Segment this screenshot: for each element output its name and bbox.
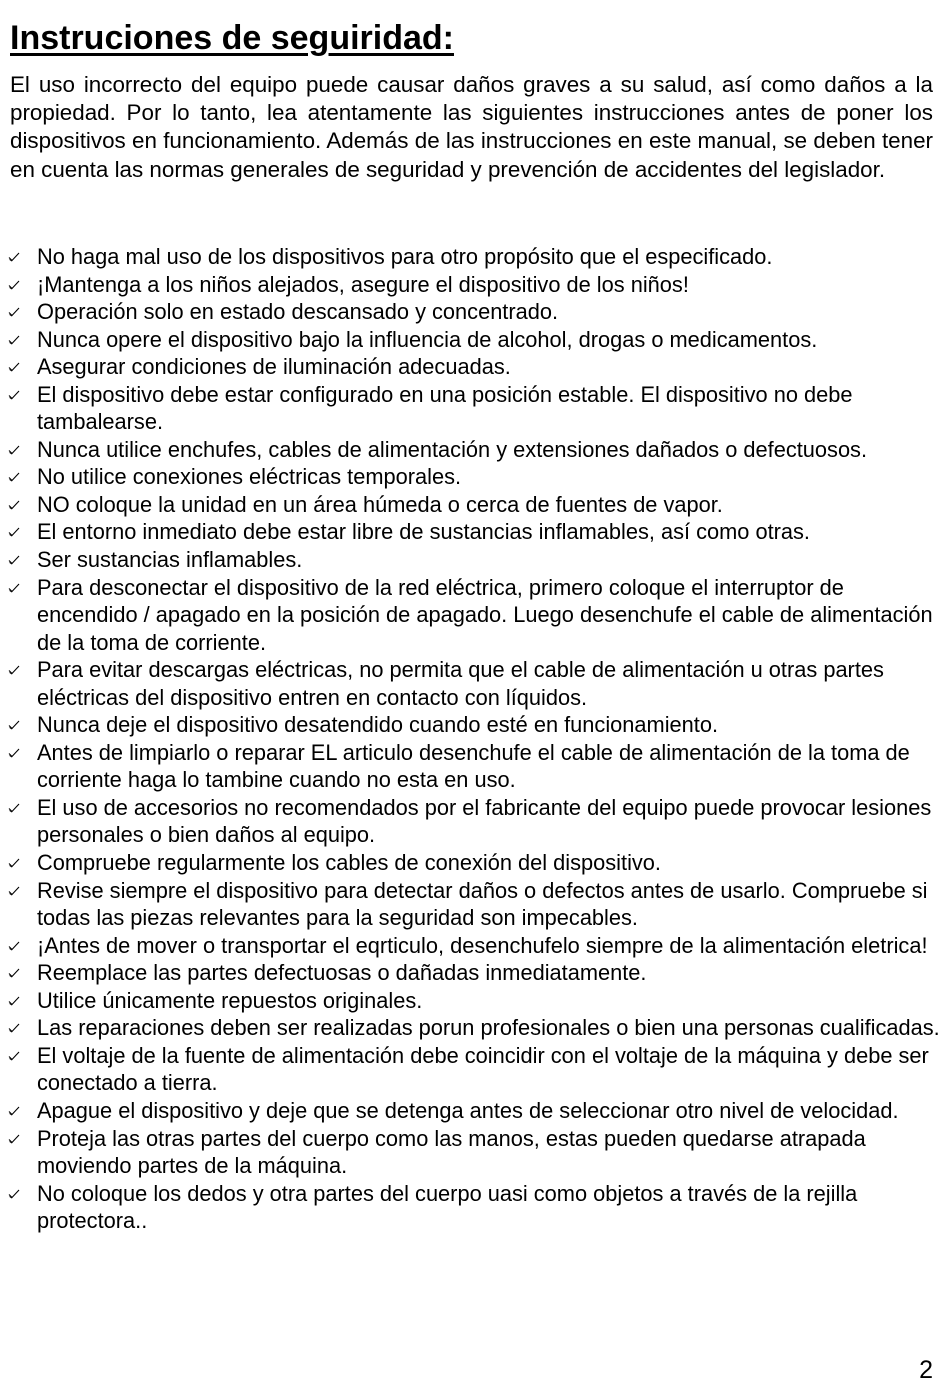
list-item-text: Utilice únicamente repuestos originales. bbox=[37, 987, 423, 1013]
check-mark-icon bbox=[8, 445, 20, 455]
list-item-text: No haga mal uso de los dispositivos para otro propósito que el especificado. bbox=[37, 244, 773, 269]
list-item-text: Proteja las otras partes del cuerpo como las manos, estas pueden quedarse atrapada moviendo partes de la máquina. bbox=[37, 1125, 866, 1179]
list-item bbox=[0, 326, 940, 354]
check-mark-icon bbox=[8, 1134, 20, 1144]
list-item-text: Antes de limpiarlo o reparar EL articulo desenchufe el cable de alimentación de la toma de corriente haga lo tambine cuando no esta en uso. bbox=[37, 739, 910, 793]
page-number: 2 bbox=[919, 1356, 933, 1384]
list-item bbox=[0, 518, 940, 546]
check-mark-icon bbox=[8, 1189, 20, 1199]
list-item-text: Compruebe regularmente los cables de conexión del dispositivo. bbox=[37, 850, 661, 876]
check-mark-icon bbox=[8, 335, 20, 345]
list-item-text: Operación solo en estado descansado y concentrado. bbox=[37, 299, 559, 325]
check-mark-icon bbox=[8, 720, 20, 730]
list-item bbox=[0, 987, 940, 1015]
check-mark-icon bbox=[8, 858, 20, 868]
list-item bbox=[0, 1180, 940, 1235]
list-item bbox=[0, 243, 940, 271]
check-mark-icon bbox=[8, 390, 20, 400]
list-item bbox=[0, 271, 940, 299]
list-item bbox=[0, 1097, 940, 1125]
safety-instructions-list bbox=[0, 243, 940, 1235]
list-item-text: Para evitar descargas eléctricas, no permita que el cable de alimentación u otras partes eléctricas del dispositivo entren en contacto con líquidos. bbox=[37, 657, 884, 710]
list-item-text: El dispositivo debe estar configurado en una posición estable. El dispositivo no debe tambalearse. bbox=[37, 381, 853, 435]
list-item bbox=[0, 959, 940, 987]
check-mark-icon bbox=[8, 941, 20, 951]
check-mark-icon bbox=[8, 803, 20, 813]
check-mark-icon bbox=[8, 280, 20, 290]
check-mark-icon bbox=[8, 583, 20, 593]
list-item bbox=[0, 491, 940, 519]
list-item bbox=[0, 1014, 940, 1042]
page-title: Instruciones de seguiridad: bbox=[10, 19, 454, 57]
check-mark-icon bbox=[8, 362, 20, 372]
check-mark-icon bbox=[8, 472, 20, 482]
list-item bbox=[0, 574, 940, 657]
list-item bbox=[0, 1042, 940, 1097]
check-mark-icon bbox=[8, 996, 20, 1006]
list-item-text: Revise siempre el dispositivo para detectar daños o defectos antes de usarlo. Compruebe si todas las piezas relevantes para la seguridad son impecables. bbox=[37, 877, 928, 931]
check-mark-icon bbox=[8, 1023, 20, 1033]
check-mark-icon bbox=[8, 1051, 20, 1061]
list-item bbox=[0, 849, 940, 877]
list-item bbox=[0, 463, 940, 491]
list-item bbox=[0, 298, 940, 326]
check-mark-icon bbox=[8, 527, 20, 537]
list-item-text: Ser sustancias inflamables. bbox=[37, 547, 303, 573]
list-item-text: Nunca opere el dispositivo bajo la influencia de alcohol, drogas o medicamentos. bbox=[37, 326, 818, 352]
list-item-text: No utilice conexiones eléctricas temporales. bbox=[37, 464, 462, 490]
check-mark-icon bbox=[8, 500, 20, 510]
check-mark-icon bbox=[8, 252, 20, 262]
list-item-text: No coloque los dedos y otra partes del cuerpo uasi como objetos a través de la rejilla protectora.. bbox=[37, 1180, 858, 1234]
list-item bbox=[0, 436, 940, 464]
list-item bbox=[0, 739, 940, 794]
list-item bbox=[0, 546, 940, 574]
intro-paragraph: El uso incorrecto del equipo puede causar daños graves a su salud, así como daños a la propiedad. Por lo tanto, lea atentamente las siguientes instrucciones antes de poner los dispositivos en funcionamiento. Además de las instrucciones en este manual, se deben tener en cuenta las normas generales de seguridad y prevención de accidentes del legislador. bbox=[10, 72, 933, 182]
list-item-text: El uso de accesorios no recomendados por el fabricante del equipo puede provocar lesiones personales o bien daños al equipo. bbox=[37, 794, 932, 848]
check-mark-icon bbox=[8, 555, 20, 565]
check-mark-icon bbox=[8, 968, 20, 978]
list-item bbox=[0, 877, 940, 932]
list-item-text: El entorno inmediato debe estar libre de sustancias inflamables, así como otras. bbox=[37, 519, 810, 545]
list-item bbox=[0, 656, 940, 711]
list-item bbox=[0, 794, 940, 849]
list-item-text: Apague el dispositivo y deje que se detenga antes de seleccionar otro nivel de velocidad. bbox=[37, 1097, 899, 1123]
check-mark-icon bbox=[8, 665, 20, 675]
list-item-text: Nunca utilice enchufes, cables de alimentación y extensiones dañados o defectuosos. bbox=[37, 436, 868, 462]
list-item-text: ¡Mantenga a los niños alejados, asegure el dispositivo de los niños! bbox=[37, 271, 689, 297]
list-item bbox=[0, 1125, 940, 1180]
list-item-text: Las reparaciones deben ser realizadas porun profesionales o bien una personas cualificadas. bbox=[37, 1015, 940, 1041]
list-item bbox=[0, 381, 940, 436]
check-mark-icon bbox=[8, 307, 20, 317]
list-item-text: ¡Antes de mover o transportar el eqrticulo, desenchufelo siempre de la alimentación eletrica! bbox=[37, 932, 928, 958]
check-mark-icon bbox=[8, 886, 20, 896]
check-mark-icon bbox=[8, 748, 20, 758]
list-item bbox=[0, 711, 940, 739]
list-item-text: Asegurar condiciones de iluminación adecuadas. bbox=[37, 354, 511, 380]
list-item-text: El voltaje de la fuente de alimentación debe coincidir con el voltaje de la máquina y debe ser conectado a tierra. bbox=[37, 1042, 929, 1096]
list-item-text: Para desconectar el dispositivo de la red eléctrica, primero coloque el interruptor de encendido / apagado en la posición de apagado. Luego desenchufe el cable de alimentación de la toma de corriente. bbox=[37, 574, 933, 655]
list-item-text: NO coloque la unidad en un área húmeda o cerca de fuentes de vapor. bbox=[37, 491, 723, 517]
list-item bbox=[0, 932, 940, 960]
list-item-text: Reemplace las partes defectuosas o dañadas inmediatamente. bbox=[37, 960, 647, 986]
list-item bbox=[0, 353, 940, 381]
list-item-text: Nunca deje el dispositivo desatendido cuando esté en funcionamiento. bbox=[37, 712, 719, 738]
check-mark-icon bbox=[8, 1106, 20, 1116]
